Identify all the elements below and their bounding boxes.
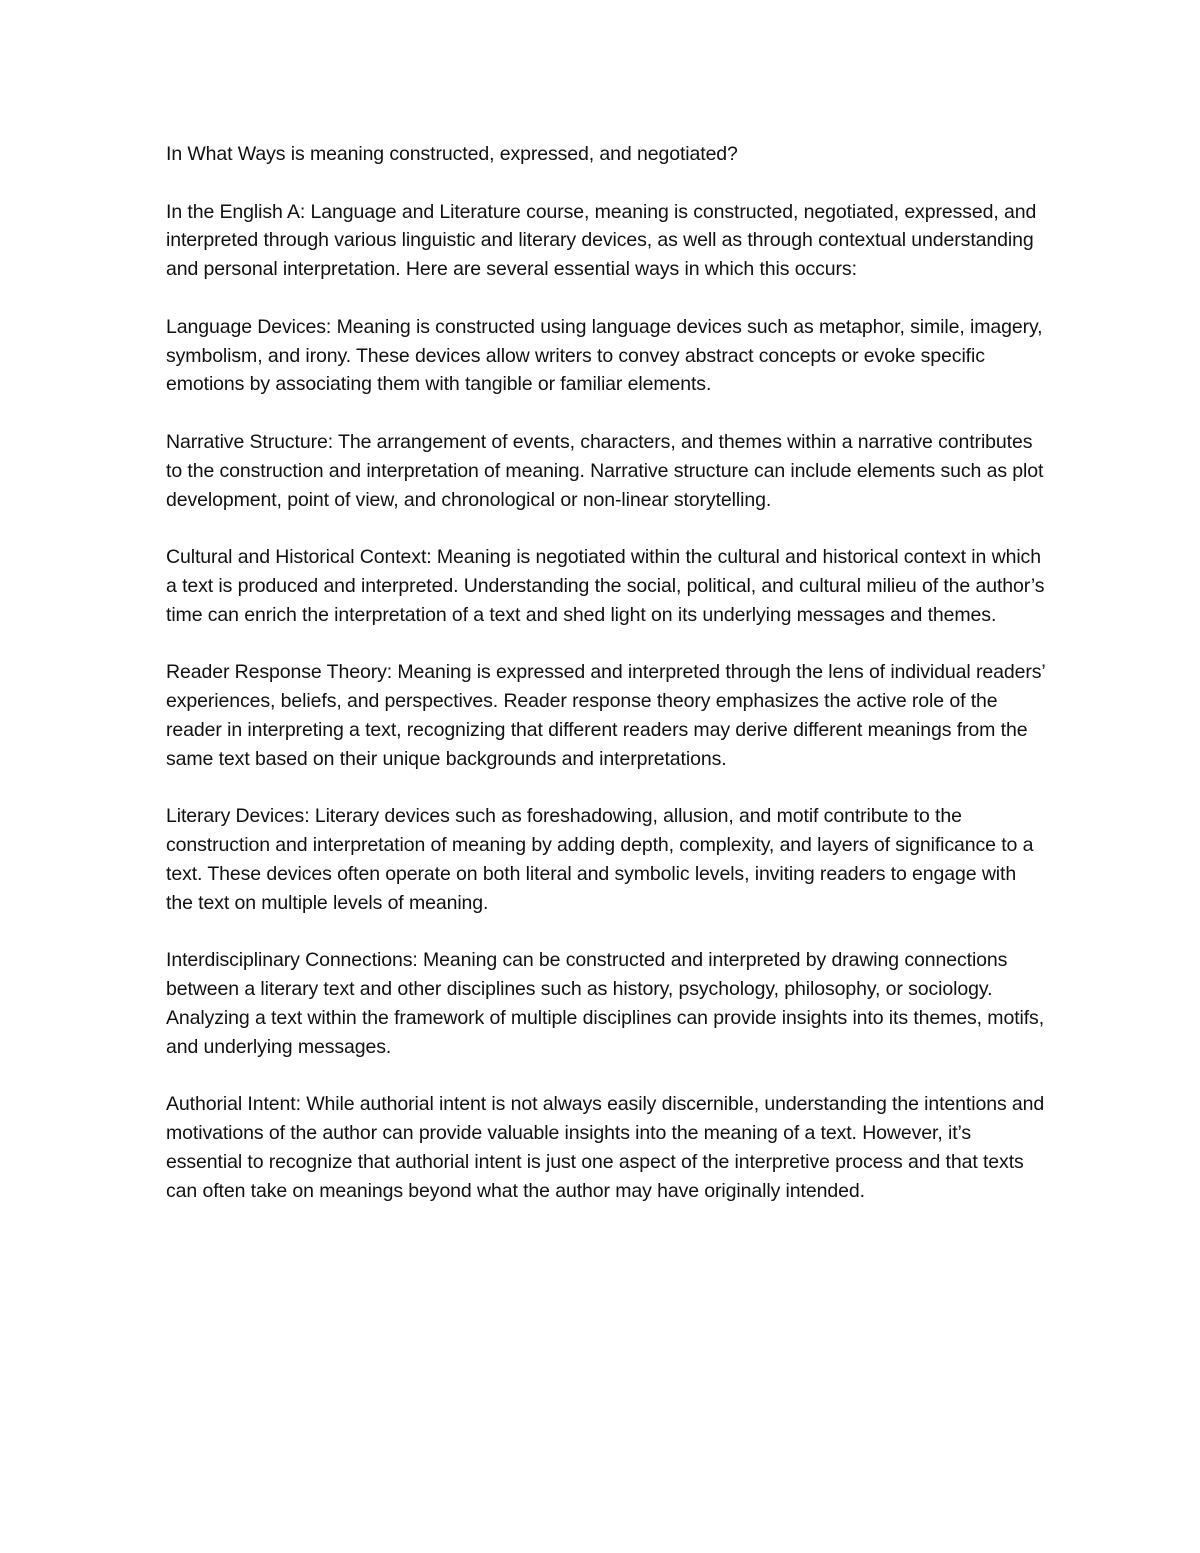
- paragraph-cultural-historical-context: Cultural and Historical Context: Meaning is negotiated within the cultural and historical context in which a text is produced and interpreted. Understanding the social, political, and cultural milieu of the author’s time can enrich the interpretation of a text and shed light on its underlying messages and themes.: [166, 546, 1045, 626]
- paragraph-reader-response-theory: Reader Response Theory: Meaning is expressed and interpreted through the lens of individual readers’ experiences, beliefs, and perspectives. Reader response theory emphasizes the active role of the reader in interpreting a text, recognizing that different readers may derive different meanings from the same text based on their unique backgrounds and interpretations.: [166, 661, 1045, 770]
- intro-paragraph: In the English A: Language and Literature course, meaning is constructed, negotiated, expressed, and interpreted through various linguistic and literary devices, as well as through contextual understanding and personal interpretation. Here are several essential ways in which this occurs:: [166, 200, 1037, 281]
- paragraph-literary-devices: Literary Devices: Literary devices such as foreshadowing, allusion, and motif contribute to the construction and interpretation of meaning by adding depth, complexity, and layers of significance to a text. These devices often operate on both literal and symbolic levels, inviting readers to engage with the text on multiple levels of meaning.: [166, 805, 1034, 914]
- paragraph-authorial-intent: Authorial Intent: While authorial intent is not always easily discernible, understanding the intentions and motivations of the author can provide valuable insights into the meaning of a text. However, it’s essential to recognize that authorial intent is just one aspect of the interpretive process and that texts can often take on meanings beyond what the author may have originally intended.: [166, 1093, 1045, 1202]
- document-title: In What Ways is meaning constructed, expressed, and negotiated?: [166, 143, 738, 165]
- document-body: [166, 140, 1046, 1234]
- paragraph-narrative-structure: Narrative Structure: The arrangement of events, characters, and themes within a narrative contributes to the construction and interpretation of meaning. Narrative structure can include elements such as plot development, point of view, and chronological or non-linear storytelling.: [166, 430, 1044, 511]
- paragraph-interdisciplinary-connections: Interdisciplinary Connections: Meaning can be constructed and interpreted by drawing connections between a literary text and other disciplines such as history, psychology, philosophy, or sociology. Analyzing a text within the framework of multiple disciplines can provide insights into its themes, motifs, and underlying messages.: [166, 949, 1045, 1058]
- paragraph-language-devices: Language Devices: Meaning is constructed using language devices such as metaphor, simile, imagery, symbolism, and irony. These devices allow writers to convey abstract concepts or evoke specific emotions by associating them with tangible or familiar elements.: [166, 315, 1043, 396]
